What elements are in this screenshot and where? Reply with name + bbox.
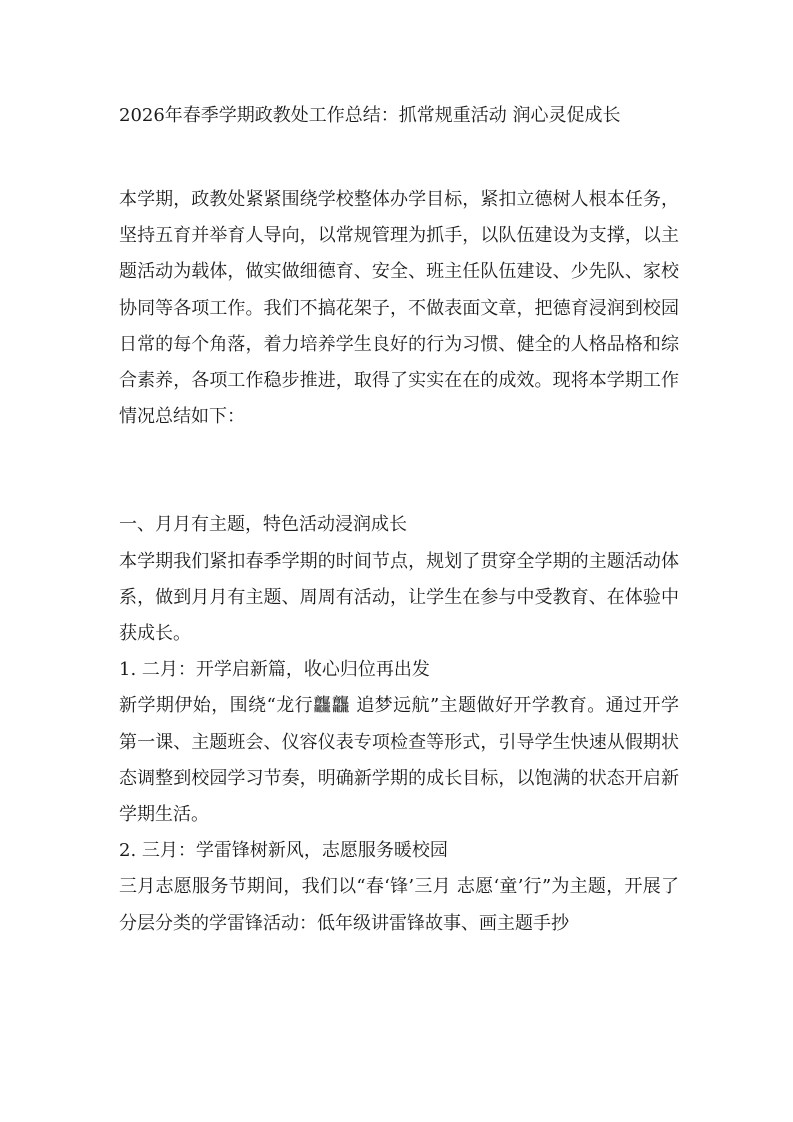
item-heading: 1. 二月：开学启新篇，收心归位再出发: [119, 659, 430, 681]
item-heading: 2. 三月：学雷锋树新风，志愿服务暖校园: [119, 840, 448, 862]
item-paragraph: 新学期伊始，围绕“龙行龘龘 追梦远航”主题做好开学教育。通过开学第一课、主题班会、仪容仪表专项检查等形式，引导学生快速从假期状态调整到校园学习节奏，明确新学期的成长目标，以饱满的状态开启新学期生活。: [119, 695, 679, 826]
document-body: [119, 182, 679, 942]
section-paragraph: 本学期我们紧扣春季学期的时间节点，规划了贯穿全学期的主题活动体系，做到月月有主题、周周有活动，让学生在参与中受教育、在体验中获成长。: [119, 550, 679, 645]
document-title: 2026年春季学期政教处工作总结：抓常规重活动 润心灵促成长: [119, 105, 621, 126]
section-heading: 一、月月有主题，特色活动浸润成长: [119, 514, 407, 536]
intro-paragraph: 本学期，政教处紧紧围绕学校整体办学目标，紧扣立德树人根本任务，坚持五育并举育人导向，以常规管理为抓手，以队伍建设为支撑，以主题活动为载体，做实做细德育、安全、班主任队伍建设、少先队、家校协同等各项工作。我们不搞花架子，不做表面文章，把德育浸润到校园日常的每个角落，着力培养学生良好的行为习惯、健全的人格品格和综合素养，各项工作稳步推进，取得了实实在在的成效。现将本学期工作情况总结如下：: [119, 189, 679, 428]
paragraph-spacer: [119, 435, 679, 507]
item-paragraph: 三月志愿服务节期间，我们以“春‘锋’三月 志愿‘童’行”为主题，开展了分层分类的学雷锋活动：低年级讲雷锋故事、画主题手抄: [119, 876, 679, 934]
